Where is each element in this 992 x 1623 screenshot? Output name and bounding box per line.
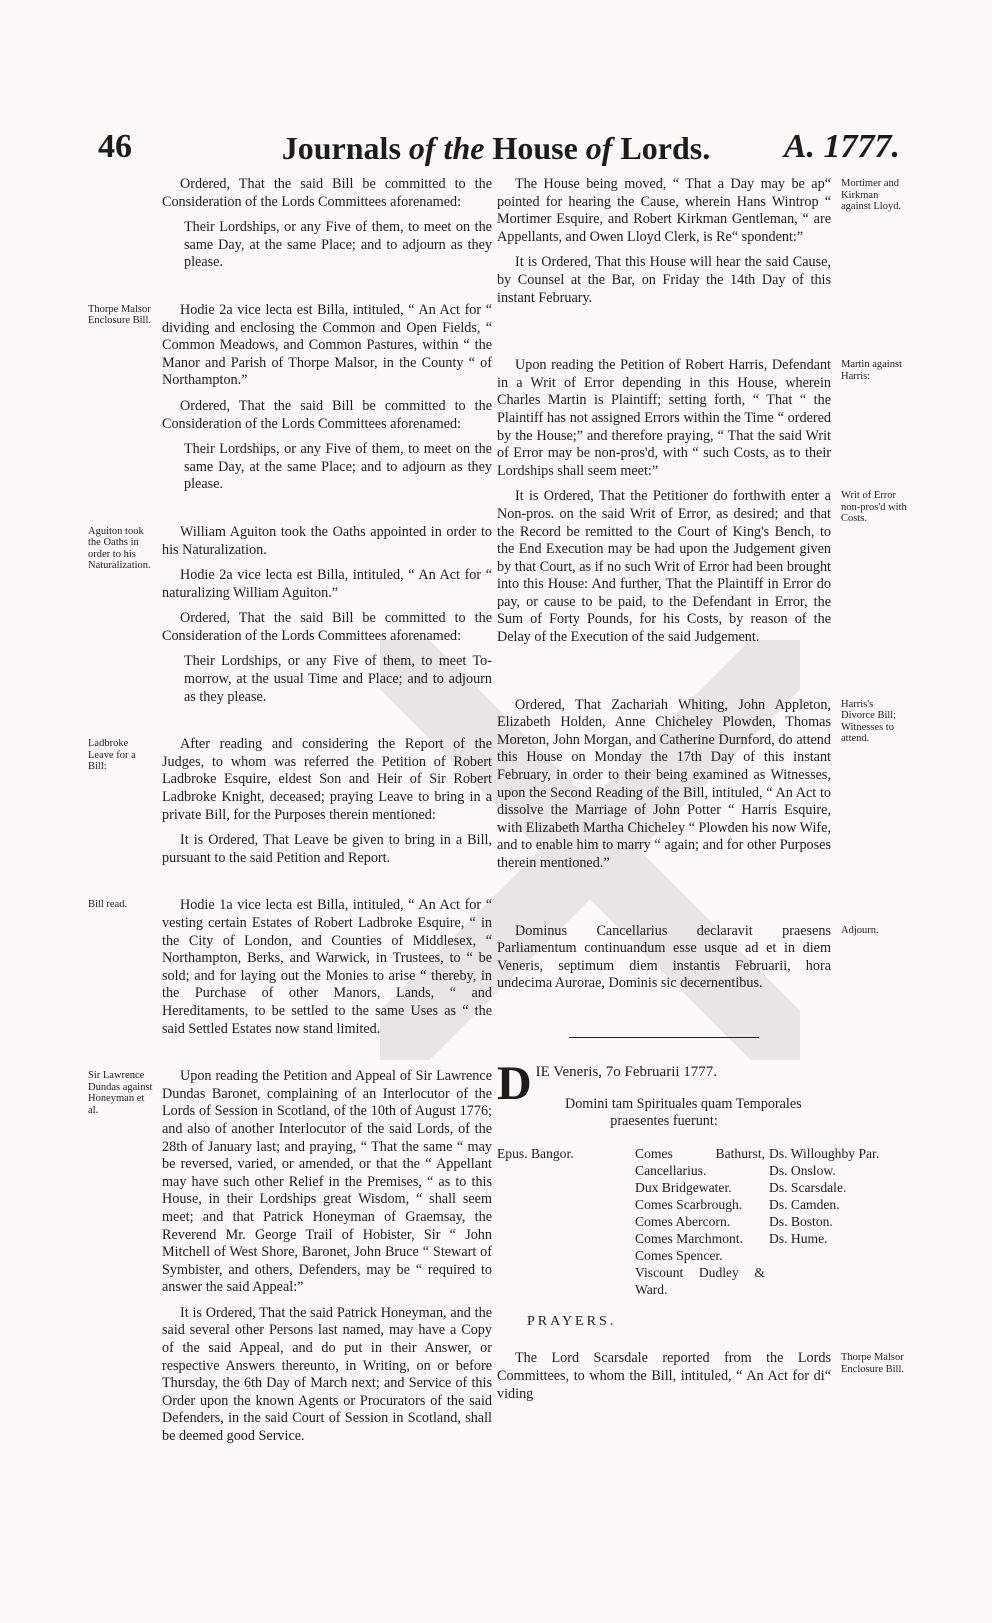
margin-note: Ladbroke Leave for a Bill: (88, 738, 136, 773)
left-paragraph: Ordered, That the said Bill be committed to the Consideration of the Lords Committees aforenamed: (162, 397, 492, 432)
left-paragraph: Hodie 2a vice lecta est Billa, intituled, “ An Act for “ naturalizing William Aguiton.” (162, 567, 492, 601)
left-paragraph: Aguiton took the Oaths in order to his Naturalization. William Aguiton took the Oaths appointed in order to his Naturalization. (88, 523, 492, 572)
left-paragraph: Their Lordships, or any Five of them, to meet on the same Day, at the same Place; and to adjourn as they please. (184, 219, 492, 271)
left-paragraph: Bill read. Hodie 1a vice lecta est Billa, intituled, “ An Act for “ vesting certain Estates of Robert Ladbroke Esquire, “ in the City of London, and Counties of Middlesex, “ Northampton, Berks, and Warwick, in Trustees, to “ be sold; and for laying out the Monies to arise “ thereby, in the Purchase of other Manors, Lands, “ and Hereditaments, to be settled to the same Uses as “ the said Settled Estates now stand limited. (88, 897, 492, 1037)
peer-name: Ds. Camden. (769, 1196, 840, 1212)
margin-note: Aguiton took the Oaths in order to his Naturalization. (88, 525, 151, 572)
margin-note: Harris's Divorce Bill; Witnesses to attend. (841, 698, 897, 745)
margin-note: Writ of Error non-pros'd with Costs. (841, 490, 907, 525)
right-paragraph: Adjourn. Dominus Cancellarius declaravit praesens Parliamentum continuandum esse usque ad et in diem Veneris, septimum diem instantis Februarii, hora undecima Aurorae, Dominis sic decernentibus. (497, 923, 831, 993)
peer-name: Ds. Scarsdale. (769, 1179, 847, 1195)
right-paragraph: It is Ordered, That this House will hear the said Cause, by Counsel at the Bar, on Friday the 14th Day of this instant February. (497, 254, 831, 306)
peer-name: Ds. Willoughby Par. (769, 1145, 880, 1161)
peer-name: Comes Bathurst, Cancellarius. (635, 1145, 765, 1178)
page-number: 46 (98, 128, 132, 165)
attendance-list (497, 1145, 880, 1297)
drop-cap: D (497, 1056, 532, 1110)
day-heading: D IE Veneris, 7o Februarii 1777. (497, 1056, 718, 1110)
left-paragraph: Their Lordships, or any Five of them, to meet To-morrow, at the usual Time and Place; and to adjourn as they please. (184, 653, 492, 705)
margin-note: Thorpe Malsor Enclosure Bill. (841, 1352, 904, 1375)
margin-note: Mortimer and Kirkman against Lloyd. (841, 178, 902, 212)
right-paragraph: Thorpe Malsor Enclosure Bill. The Lord Scarsdale reported from the Lords Committees, to whom the Bill, intituled, “ An Act for di“ viding (497, 1350, 831, 1403)
journal-title: Journals of the House of Lords. (281, 130, 711, 166)
margin-note: Adjourn. (841, 924, 879, 936)
peer-name: Ds. Hume. (769, 1230, 828, 1246)
peer-name: Comes Scarbrough. (635, 1196, 743, 1212)
right-paragraph: Martin against Harris: Upon reading the Petition of Robert Harris, Defendant in a Writ of Error depending in this House, wherein Charles Martin is Plaintiff; setting forth, “ That “ the Plaintiff has not assigned Errors within the Time “ ordered by the House;” and therefore praying, “ That the said Writ of Error may be non-pros'd, with “ such Costs, as to their Lordships shall seem meet:” (497, 357, 831, 480)
peer-name: Ds. Onslow. (769, 1162, 836, 1178)
left-column (88, 176, 492, 1454)
peer-name: Viscount Dudley & Ward. (635, 1264, 765, 1297)
margin-note: Bill read. (88, 899, 128, 911)
left-paragraph: It is Ordered, That Leave be given to bring in a Bill, pursuant to the said Petition and Report. (162, 832, 492, 866)
section-divider (569, 1037, 759, 1038)
left-paragraph: Ordered, That the said Bill be committed to the Consideration of the Lords Committees aforenamed: (162, 176, 492, 210)
left-paragraph: Their Lordships, or any Five of them, to meet on the same Day, at the same Place; and to adjourn as they please. (184, 441, 492, 493)
left-paragraph: Thorpe Malsor Enclosure Bill. Hodie 2a vice lecta est Billa, intituled, “ An Act for “ dividing and enclosing the Common and Open Fields, “ Common Meadows, and Common Pastures, within “ the Manor and Parish of Thorpe Malsor, in the County “ of Northampton.” (88, 301, 492, 389)
margin-note: Thorpe Malsor Enclosure Bill. (88, 303, 151, 327)
peer-name: Comes Spencer. (635, 1247, 723, 1263)
peers-list-middle (635, 1145, 765, 1298)
year: A. 1777. (783, 128, 900, 165)
right-paragraph: Mortimer and Kirkman against Lloyd. The House being moved, “ That a Day may be ap“ pointed for hearing the Cause, wherein Hans Wintrop “ Mortimer Esquire, and Robert Kirkman Gentleman, “ are Appellants, and Owen Lloyd Clerk, is Re“ spondent:” (497, 176, 831, 246)
left-paragraph: Sir Lawrence Dundas against Honeyman et al. Upon reading the Petition and Appeal of Sir Lawrence Dundas Baronet, complaining of an Interlocutor of the Lords of Session in Scotland, of the 10th of August 1776; and also of another Interlocutor of the said Lords, of the 28th of January last; and praying, “ That the same “ may be reversed, varied, or amended, or that the “ Appellant may have such other Relief in the Premises, “ as to this House, in their Lordships great Wisdom, “ shall seem meet; and that Patrick Honeyman of Graemsay, the Reverend Mr. George Trail of Hobister, Sir “ John Mitchell of West Shore, Baronet, John Bruce “ Stewart of Symbister, and others, Defenders, may be “ required to answer the said Appeal:” (88, 1068, 492, 1296)
right-paragraph: Writ of Error non-pros'd with Costs. It is Ordered, That the Petitioner do forthwith enter a Non-pros. on the said Writ of Error, as desired; and that the Record be remitted to the Court of King's Bench, to the End Execution may be had upon the Judgement given by that Court, as if no such Writ of Error had been brought into this House: And further, That the Plaintiff in Error do pay, or cause to be paid, to the Defendant in Error, the Sum of Forty Pounds, for his Costs, by reason of the Delay of the Execution of the said Judgement. (497, 488, 831, 646)
lords-present-heading: Domini tam Spirituales quam Temporales praesentes fuerunt: (564, 1095, 802, 1130)
bishop-name: Epus. Bangor. (497, 1145, 574, 1161)
left-paragraph: Ordered, That the said Bill be committed to the Consideration of the Lords Committees aforenamed: (162, 610, 492, 644)
peer-name: Comes Abercorn. (635, 1213, 731, 1229)
prayers-heading: PRAYERS. (527, 1313, 617, 1329)
left-paragraph: Ladbroke Leave for a Bill: After reading and considering the Report of the Judges, to whom was referred the Petition of Robert Ladbroke Esquire, eldest Son and Heir of Sir Robert Ladbroke Knight, deceased; praying Leave to bring in a private Bill, for the Purposes therein mentioned: (88, 736, 492, 823)
right-paragraph: Harris's Divorce Bill; Witnesses to attend. Ordered, That Zachariah Whiting, John Appleton, Elizabeth Holden, Anne Chicheley Plowden, Thomas Moreton, John Morgan, and Catherine Durnford, do attend this House on Monday the 17th Day of this instant February, in order to their being examined as Witnesses, upon the Second Reading of the Bill, intituled, “ An Act to dissolve the Marriage of John Potter “ Harris Esquire, with Elizabeth Martha Chicheley “ Plowden his now Wife, and to enable him to marry “ again; and for other Purposes therein mentioned.” (497, 697, 831, 873)
margin-note: Sir Lawrence Dundas against Honeyman et al. (88, 1070, 153, 1116)
left-paragraph: It is Ordered, That the said Patrick Honeyman, and the said several other Persons last named, may have a Copy of the said Appeal, and do put in their Answer, or respective Answers thereunto, in Writing, on or before Thursday, the 6th Day of March next; and Service of this Order upon the known Agents or Procurators of the said Defenders, in the said Court of Session in Scotland, shall be deemed good Service. (162, 1304, 492, 1445)
right-column (497, 176, 907, 1411)
margin-note: Martin against Harris: (841, 359, 902, 382)
peer-name: Comes Marchmont. (635, 1230, 743, 1246)
peers-list-right (769, 1145, 899, 1247)
peer-name: Dux Bridgewater. (635, 1179, 732, 1195)
peer-name: Ds. Boston. (769, 1213, 833, 1229)
